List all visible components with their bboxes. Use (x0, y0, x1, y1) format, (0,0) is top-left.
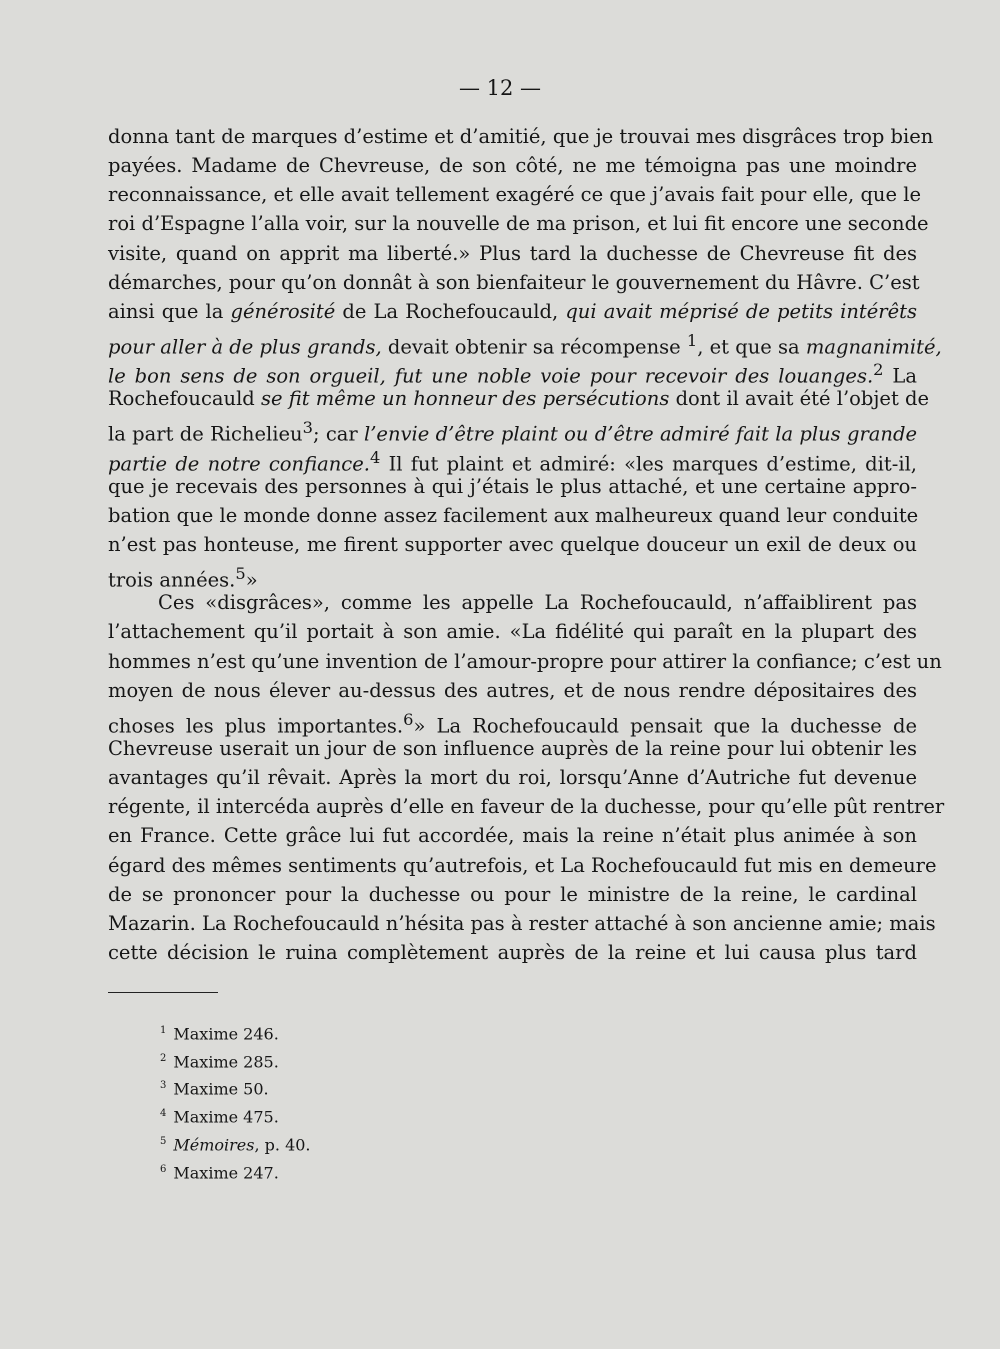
text-run: trois années. (108, 568, 236, 592)
text-run: » (245, 568, 258, 592)
footnote-text: Maxime 246. (173, 1024, 279, 1044)
text-run: devait obtenir sa récompense (381, 335, 687, 359)
text-line: Mazarin. La Rochefoucauld n’hésita pas à rester attaché à son ancienne amie; mais (108, 911, 936, 935)
text-line: en France. Cette grâce lui fut accordée, mais la reine n’était plus animée à son (108, 824, 917, 848)
footnote (160, 1102, 311, 1130)
text-run: la part de Richelieu (108, 422, 303, 446)
text-run: choses les plus importantes. (108, 714, 404, 738)
text-run: ; car (312, 422, 364, 446)
text-line: payées. Madame de Chevreuse, de son côté, ne me témoigna pas une moindre (108, 154, 917, 178)
text-line (108, 355, 917, 388)
text-line: reconnaissance, et elle avait tellement exagéré ce que j’avais fait pour elle, que le (108, 183, 922, 207)
text-line: de se prononcer pour la duchesse ou pour le ministre de la reine, le cardinal (108, 882, 917, 906)
text-line: cette décision le ruina complètement auprès de la reine et lui causa plus tard (108, 940, 917, 964)
footnotes (160, 1019, 311, 1185)
text-line (108, 559, 917, 592)
text-line: l’attachement qu’il portait à son amie. «La fidélité qui paraît en la plupart des (108, 620, 917, 644)
text-line: n’est pas honteuse, me firent supporter avec quelque douceur un exil de deux ou (108, 532, 917, 556)
text-run: de La Rochefoucauld, (335, 299, 566, 323)
footnote (160, 1047, 311, 1075)
footnote-ref: 1 (686, 330, 698, 350)
footnote-number: 5 (160, 1135, 167, 1147)
footnote-text: Mémoires (173, 1135, 255, 1155)
text-run: Il fut plaint et admiré: «les marques d’estime, dit-il, (380, 452, 917, 476)
footnote (160, 1074, 311, 1102)
text-run: La (883, 364, 917, 388)
text-line (108, 384, 930, 413)
text-line (108, 326, 942, 359)
footnote-number: 6 (160, 1163, 167, 1175)
text-line: donna tant de marques d’estime et d’amitié, que je trouvai mes disgrâces trop bien (108, 125, 934, 148)
text-line: Ces «disgrâces», comme les appelle La Rochefoucauld, n’affaiblirent pas (158, 591, 917, 615)
italic-text: fut une noble voie pour recevoir des louanges. (394, 364, 874, 388)
footnote-divider (108, 992, 218, 993)
footnote (160, 1130, 311, 1158)
text-line (108, 297, 917, 326)
footnote-text-suffix: , p. 40. (254, 1135, 311, 1155)
page-number: — 12 — (458, 76, 542, 100)
footnote-ref: 3 (302, 418, 313, 438)
footnote-number: 3 (160, 1080, 167, 1092)
text-line: hommes n’est qu’une invention de l’amour-propre pour attirer la confiance; c’est un (108, 649, 942, 673)
text-line (108, 705, 917, 738)
italic-text: se fit même un honneur des persécutions (260, 387, 670, 411)
text-line: visite, quand on apprit ma liberté.» Plus tard la duchesse de Chevreuse fit des (108, 241, 917, 265)
text-line: moyen de nous élever au-dessus des autres, et de nous rendre dépositaires des (108, 678, 917, 702)
footnote-text: Maxime 247. (173, 1163, 279, 1182)
footnote-text: Maxime 50. (173, 1079, 269, 1099)
italic-text: générosité (230, 299, 336, 323)
text-line: bation que le monde donne assez facilement aux malheureux quand leur conduite (108, 503, 919, 527)
footnote (160, 1019, 311, 1047)
footnote-text: Maxime 285. (173, 1052, 279, 1072)
italic-text: magnanimité, (805, 335, 942, 359)
footnote-number: 1 (160, 1025, 167, 1036)
text-run: Rochefoucauld (108, 387, 261, 411)
footnote-ref: 6 (403, 709, 414, 729)
text-run: ainsi que la (108, 299, 231, 323)
footnote (160, 1158, 311, 1186)
text-line (108, 443, 917, 476)
footnote-ref: 5 (235, 564, 246, 584)
body-text (108, 122, 945, 967)
footnote-ref: 2 (873, 360, 884, 380)
italic-text: partie de notre confiance. (108, 452, 370, 476)
footnote-text: Maxime 475. (173, 1107, 279, 1127)
italic-text: pour aller à de plus grands, (108, 335, 382, 359)
text-line: égard des mêmes sentiments qu’autrefois, et La Rochefoucauld fut mis en demeure (108, 853, 937, 877)
text-line: démarches, pour qu’on donnât à son bienfaiteur le gouvernement du Hâvre. C’est (108, 270, 920, 294)
text-line: avantages qu’il rêvait. Après la mort du roi, lorsqu’Anne d’Autriche fut devenue (108, 766, 917, 790)
italic-text: qui avait méprisé de petits intérêts (565, 299, 917, 323)
text-line: régente, il intercéda auprès d’elle en faveur de la duchesse, pour qu’elle pût rentrer (108, 795, 945, 819)
footnote-number: 4 (160, 1108, 167, 1120)
text-run: , et que sa (697, 335, 806, 359)
text-line (108, 413, 917, 446)
italic-text: le bon sens de son orgueil, (108, 364, 386, 388)
footnote-number: 2 (160, 1052, 167, 1064)
text-run: » La Rochefoucauld pensait que la duchesse de (413, 714, 917, 738)
text-line: Chevreuse userait un jour de son influence auprès de la reine pour lui obtenir les (108, 736, 917, 760)
text-line: roi d’Espagne l’alla voir, sur la nouvelle de ma prison, et lui fit encore une seconde (108, 212, 929, 236)
italic-text: l’envie d’être plaint ou d’être admiré fait la plus grande (364, 422, 917, 446)
text-run: dont il avait été l’objet de (669, 387, 930, 411)
text-line: que je recevais des personnes à qui j’étais le plus attaché, et une certaine appro- (108, 474, 917, 498)
footnote-ref: 4 (369, 447, 381, 467)
